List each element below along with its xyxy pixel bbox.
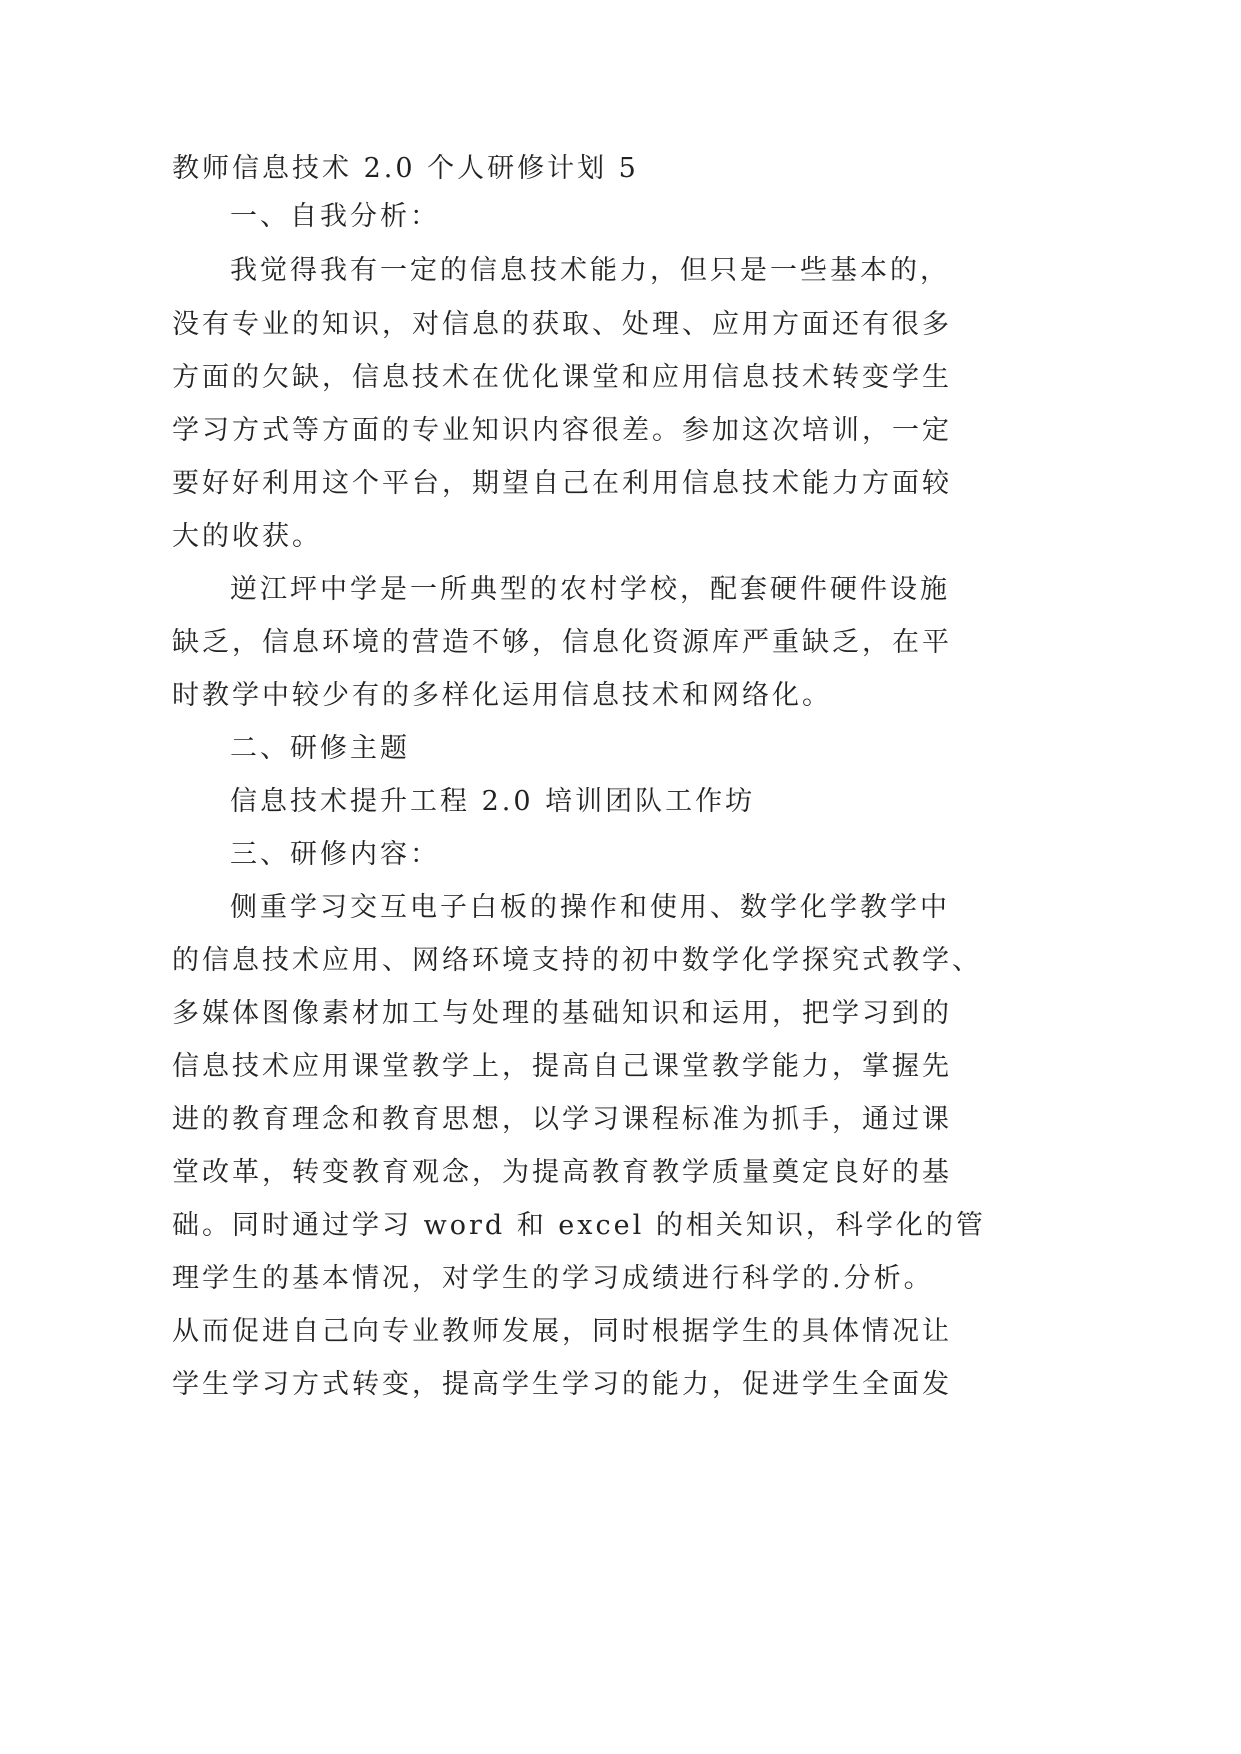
paragraph-line: 逆江坪中学是一所典型的农村学校，配套硬件硬件设施 [230,574,950,605]
section-heading: 三、研修内容： [230,839,440,870]
paragraph-line: 的信息技术应用、网络环境支持的初中数学化学探究式教学、 [172,945,982,976]
paragraph-line: 学生学习方式转变，提高学生学习的能力，促进学生全面发 [172,1369,952,1400]
paragraph-line: 础。同时通过学习 word 和 excel 的相关知识，科学化的管 [172,1210,986,1241]
paragraph-line: 没有专业的知识，对信息的获取、处理、应用方面还有很多 [172,309,952,340]
section-heading: 一、自我分析： [230,201,440,232]
section-heading: 二、研修主题 [230,733,410,764]
paragraph-line: 信息技术应用课堂教学上，提高自己课堂教学能力，掌握先 [172,1051,952,1082]
paragraph-line: 时教学中较少有的多样化运用信息技术和网络化。 [172,680,832,711]
paragraph-line: 进的教育理念和教育思想，以学习课程标准为抓手，通过课 [172,1104,952,1135]
paragraph-line: 缺乏，信息环境的营造不够，信息化资源库严重缺乏，在平 [172,627,952,658]
document-title: 教师信息技术 2.0 个人研修计划 5 [172,153,639,184]
paragraph-line: 侧重学习交互电子白板的操作和使用、数学化学教学中 [230,892,950,923]
paragraph-line: 多媒体图像素材加工与处理的基础知识和运用，把学习到的 [172,998,952,1029]
paragraph-line: 理学生的基本情况，对学生的学习成绩进行科学的.分析。 [172,1263,934,1294]
paragraph-line: 堂改革，转变教育观念，为提高教育教学质量奠定良好的基 [172,1157,952,1188]
paragraph-line: 大的收获。 [172,521,322,552]
paragraph-line: 从而促进自己向专业教师发展，同时根据学生的具体情况让 [172,1316,952,1347]
paragraph-line: 信息技术提升工程 2.0 培训团队工作坊 [230,786,756,817]
paragraph-line: 我觉得我有一定的信息技术能力，但只是一些基本的， [230,255,950,286]
paragraph-line: 方面的欠缺，信息技术在优化课堂和应用信息技术转变学生 [172,362,952,393]
paragraph-line: 要好好利用这个平台，期望自己在利用信息技术能力方面较 [172,468,952,499]
paragraph-line: 学习方式等方面的专业知识内容很差。参加这次培训，一定 [172,415,952,446]
